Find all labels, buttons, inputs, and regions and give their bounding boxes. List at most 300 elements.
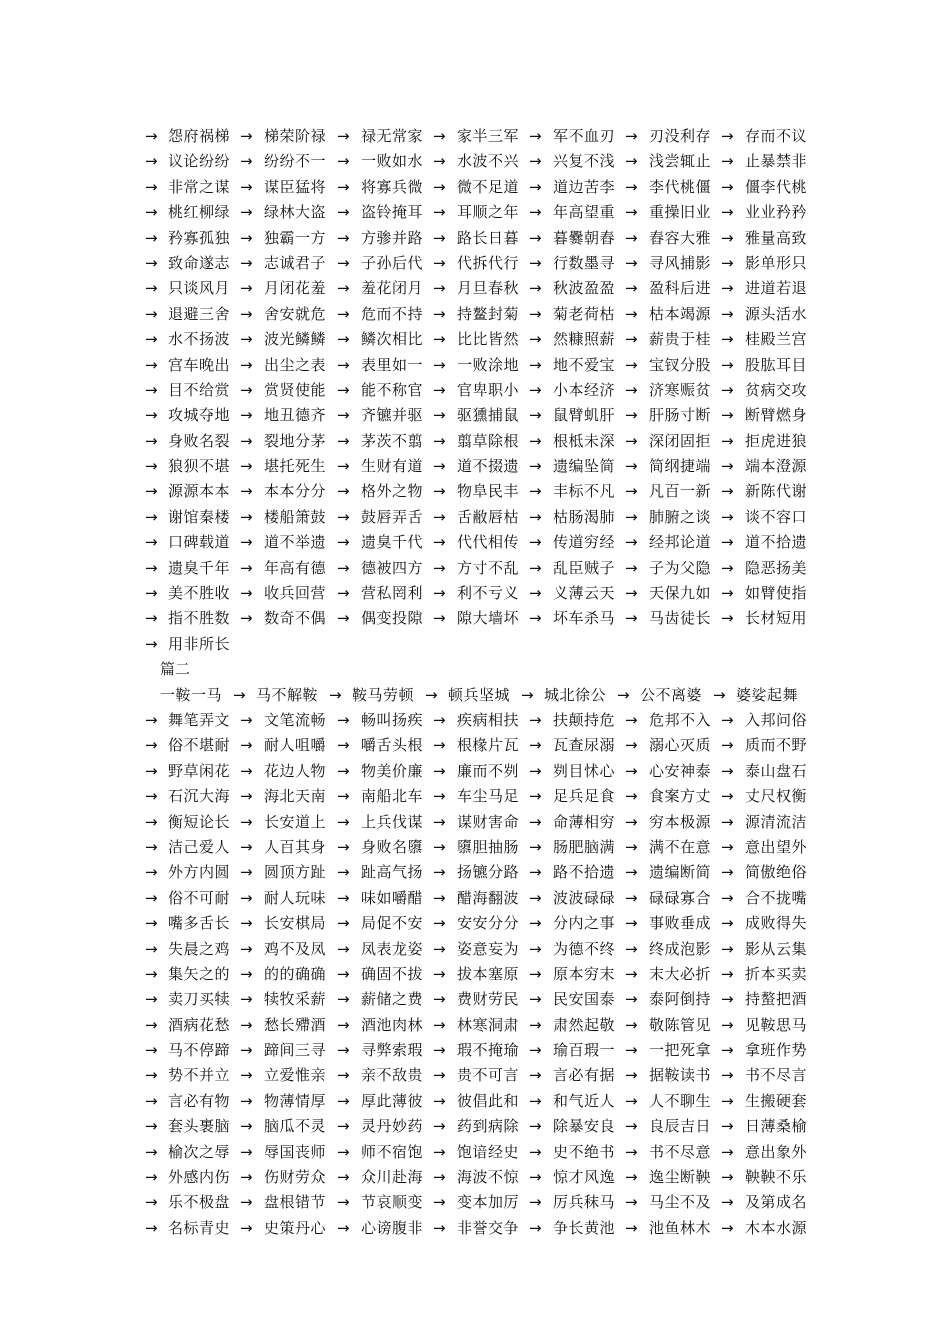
chain-line: [0, 1140, 950, 1165]
arrow-icon: →: [337, 939, 350, 958]
idiom: 林寒洞肃: [457, 1015, 520, 1034]
idiom: 重操旧业: [649, 203, 712, 222]
idiom: 据鞍读书: [649, 1066, 712, 1085]
arrow-icon: →: [337, 203, 350, 222]
arrow-icon: →: [625, 152, 638, 171]
arrow-icon: →: [625, 990, 638, 1009]
idiom: 经邦论道: [649, 533, 712, 552]
arrow-icon: →: [145, 533, 158, 552]
chain-line: [0, 1013, 950, 1038]
idiom: 为德不终: [553, 939, 616, 958]
idiom: 将寡兵微: [361, 177, 424, 196]
arrow-icon: →: [529, 787, 542, 806]
idiom: 言必有物: [168, 1091, 231, 1110]
arrow-icon: →: [529, 304, 542, 323]
idiom: 济寒赈贫: [649, 380, 712, 399]
idiom: 绿林大盗: [264, 203, 327, 222]
arrow-icon: →: [433, 736, 446, 755]
arrow-icon: →: [529, 863, 542, 882]
idiom: 见鞍思马: [745, 1015, 808, 1034]
idiom: 身败名裂: [168, 431, 231, 450]
chain-line: [0, 581, 950, 606]
arrow-icon: →: [625, 380, 638, 399]
arrow-icon: →: [433, 609, 446, 628]
arrow-icon: →: [529, 152, 542, 171]
idiom: 非常之谋: [168, 177, 231, 196]
idiom: 上兵伐谋: [361, 812, 424, 831]
arrow-icon: →: [337, 964, 350, 983]
idiom: 桃红柳绿: [168, 203, 231, 222]
arrow-icon: →: [145, 863, 158, 882]
idiom: 及第成名: [745, 1193, 808, 1212]
idiom: 终成泡影: [649, 939, 712, 958]
arrow-icon: →: [145, 837, 158, 856]
idiom: 惊才风逸: [553, 1168, 616, 1187]
idiom: 命薄相穷: [553, 812, 616, 831]
arrow-icon: →: [721, 609, 734, 628]
idiom: 用非所长: [168, 634, 231, 653]
idiom: 茅茨不翦: [361, 431, 424, 450]
arrow-icon: →: [240, 584, 253, 603]
arrow-icon: →: [240, 1142, 253, 1161]
idiom: 肝肠寸断: [649, 406, 712, 425]
idiom: 危邦不入: [649, 710, 712, 729]
arrow-icon: →: [625, 1117, 638, 1136]
arrow-icon: →: [625, 1015, 638, 1034]
arrow-icon: →: [625, 939, 638, 958]
chain-line: [0, 1063, 950, 1088]
idiom: 源头活水: [745, 304, 808, 323]
arrow-icon: →: [625, 761, 638, 780]
arrow-icon: →: [433, 253, 446, 272]
idiom: 菊老荷枯: [553, 304, 616, 323]
idiom: 合不拢嘴: [745, 888, 808, 907]
idiom: 盈科后进: [649, 279, 712, 298]
idiom: 丈尺权衡: [745, 787, 808, 806]
arrow-icon: →: [529, 609, 542, 628]
idiom: 长材短用: [745, 609, 808, 628]
arrow-icon: →: [433, 1117, 446, 1136]
idiom: 势不并立: [168, 1066, 231, 1085]
idiom: 遗臭千代: [361, 533, 424, 552]
arrow-icon: →: [713, 685, 726, 704]
idiom: 蹄间三寻: [264, 1041, 327, 1060]
arrow-icon: →: [433, 482, 446, 501]
arrow-icon: →: [433, 1168, 446, 1187]
arrow-icon: →: [529, 736, 542, 755]
idiom: 一鞍一马: [160, 685, 223, 704]
arrow-icon: →: [433, 837, 446, 856]
arrow-icon: →: [529, 558, 542, 577]
idiom: 饱谙经史: [457, 1142, 520, 1161]
idiom: 扶颠持危: [553, 710, 616, 729]
idiom: 数奇不偶: [264, 609, 327, 628]
idiom: 舍安就危: [264, 304, 327, 323]
arrow-icon: →: [433, 812, 446, 831]
arrow-icon: →: [625, 584, 638, 603]
idiom: 事败垂成: [649, 914, 712, 933]
arrow-icon: →: [240, 152, 253, 171]
arrow-icon: →: [337, 787, 350, 806]
chain-line: [0, 200, 950, 225]
arrow-icon: →: [433, 203, 446, 222]
idiom: 穷本极源: [649, 812, 712, 831]
arrow-icon: →: [721, 355, 734, 374]
arrow-icon: →: [145, 812, 158, 831]
idiom: 公不离婆: [640, 685, 703, 704]
idiom: 物阜民丰: [457, 482, 520, 501]
idiom: 节哀顺变: [361, 1193, 424, 1212]
idiom: 身败名隳: [361, 837, 424, 856]
idiom: 鼠臂虮肝: [553, 406, 616, 425]
arrow-icon: →: [433, 177, 446, 196]
idiom: 肠肥脑满: [553, 837, 616, 856]
arrow-icon: →: [337, 761, 350, 780]
arrow-icon: →: [721, 1091, 734, 1110]
arrow-icon: →: [433, 507, 446, 526]
idiom: 道不举遗: [264, 533, 327, 552]
idiom: 非誉交争: [457, 1218, 520, 1237]
arrow-icon: →: [145, 431, 158, 450]
arrow-icon: →: [337, 457, 350, 476]
arrow-icon: →: [625, 330, 638, 349]
idiom: 厚此薄彼: [361, 1091, 424, 1110]
arrow-icon: →: [337, 837, 350, 856]
chain-line: [0, 1089, 950, 1114]
idiom: 和气近人: [553, 1091, 616, 1110]
arrow-icon: →: [240, 253, 253, 272]
idiom: 路不拾遗: [553, 863, 616, 882]
idiom: 纷纷不一: [264, 152, 327, 171]
arrow-icon: →: [145, 1193, 158, 1212]
arrow-icon: →: [625, 787, 638, 806]
idiom: 俗不可耐: [168, 888, 231, 907]
chain-line: [0, 353, 950, 378]
arrow-icon: →: [433, 152, 446, 171]
chain-line: [0, 556, 950, 581]
idiom: 谋财害命: [457, 812, 520, 831]
idiom: 洁己爱人: [168, 837, 231, 856]
idiom: 代拆代行: [457, 253, 520, 272]
idiom: 意出望外: [745, 837, 808, 856]
arrow-icon: →: [529, 228, 542, 247]
idiom: 姿意妄为: [457, 939, 520, 958]
arrow-icon: →: [145, 609, 158, 628]
idiom: 足兵足食: [553, 787, 616, 806]
chain-line: [0, 911, 950, 936]
idiom: 一败涂地: [457, 355, 520, 374]
arrow-icon: →: [433, 380, 446, 399]
arrow-icon: →: [521, 685, 534, 704]
document-body: [0, 124, 950, 1241]
idiom: 安安分分: [457, 914, 520, 933]
arrow-icon: →: [625, 1041, 638, 1060]
arrow-icon: →: [145, 152, 158, 171]
arrow-icon: →: [625, 863, 638, 882]
arrow-icon: →: [240, 228, 253, 247]
idiom: 影从云集: [745, 939, 808, 958]
chain-line: [0, 708, 950, 733]
idiom: 畅叫扬疾: [361, 710, 424, 729]
arrow-icon: →: [617, 685, 630, 704]
idiom: 本本分分: [264, 482, 327, 501]
arrow-icon: →: [721, 304, 734, 323]
arrow-icon: →: [721, 888, 734, 907]
idiom: 薪贵于桂: [649, 330, 712, 349]
idiom: 代代相传: [457, 533, 520, 552]
arrow-icon: →: [145, 1168, 158, 1187]
arrow-icon: →: [240, 1066, 253, 1085]
idiom: 寻弊索瑕: [361, 1041, 424, 1060]
arrow-icon: →: [721, 1117, 734, 1136]
arrow-icon: →: [529, 380, 542, 399]
idiom: 耐人玩味: [264, 888, 327, 907]
idiom: 道边苦李: [553, 177, 616, 196]
arrow-icon: →: [433, 228, 446, 247]
arrow-icon: →: [721, 431, 734, 450]
arrow-icon: →: [337, 1193, 350, 1212]
arrow-icon: →: [625, 431, 638, 450]
arrow-icon: →: [721, 1015, 734, 1034]
arrow-icon: →: [529, 355, 542, 374]
idiom: 楼船箫鼓: [264, 507, 327, 526]
chain-line: [0, 530, 950, 555]
chain-line: [0, 987, 950, 1012]
arrow-icon: →: [145, 1015, 158, 1034]
arrow-icon: →: [625, 127, 638, 145]
arrow-icon: →: [240, 355, 253, 374]
idiom: 丰标不凡: [553, 482, 616, 501]
arrow-icon: →: [625, 812, 638, 831]
arrow-icon: →: [329, 685, 342, 704]
idiom: 灵丹妙药: [361, 1117, 424, 1136]
idiom: 厉兵秣马: [553, 1193, 616, 1212]
arrow-icon: →: [721, 584, 734, 603]
idiom: 套头裹脑: [168, 1117, 231, 1136]
arrow-icon: →: [433, 939, 446, 958]
arrow-icon: →: [529, 127, 542, 145]
idiom: 存而不议: [745, 127, 808, 145]
arrow-icon: →: [625, 355, 638, 374]
idiom: 遗编坠简: [553, 457, 616, 476]
idiom: 文笔流畅: [264, 710, 327, 729]
idiom: 南船北车: [361, 787, 424, 806]
arrow-icon: →: [433, 457, 446, 476]
idiom: 书不尽言: [745, 1066, 808, 1085]
arrow-icon: →: [433, 1142, 446, 1161]
idiom: 比比皆然: [457, 330, 520, 349]
idiom: 的的确确: [264, 964, 327, 983]
idiom: 车尘马足: [457, 787, 520, 806]
chain-line: [0, 1216, 950, 1241]
idiom: 堪托死生: [264, 457, 327, 476]
idiom: 只谈风月: [168, 279, 231, 298]
arrow-icon: →: [337, 406, 350, 425]
chain-line: [0, 733, 950, 758]
arrow-icon: →: [721, 863, 734, 882]
idiom: 鞅鞅不乐: [745, 1168, 808, 1187]
idiom: 鸡不及凤: [264, 939, 327, 958]
idiom: 方寸不乱: [457, 558, 520, 577]
arrow-icon: →: [721, 253, 734, 272]
arrow-icon: →: [337, 1218, 350, 1237]
arrow-icon: →: [721, 380, 734, 399]
idiom: 梯荣阶禄: [264, 127, 327, 145]
chain-line: [0, 429, 950, 454]
arrow-icon: →: [529, 964, 542, 983]
arrow-icon: →: [240, 888, 253, 907]
idiom: 持螯把酒: [745, 990, 808, 1009]
idiom: 军不血刃: [553, 127, 616, 145]
arrow-icon: →: [529, 710, 542, 729]
idiom: 碌碌寡合: [649, 888, 712, 907]
arrow-icon: →: [721, 228, 734, 247]
idiom: 亲不敌贵: [361, 1066, 424, 1085]
idiom: 月旦春秋: [457, 279, 520, 298]
arrow-icon: →: [337, 1041, 350, 1060]
idiom: 议论纷纷: [168, 152, 231, 171]
arrow-icon: →: [145, 761, 158, 780]
arrow-icon: →: [721, 533, 734, 552]
idiom: 生搬硬套: [745, 1091, 808, 1110]
idiom: 长安道上: [264, 812, 327, 831]
idiom: 羞花闭月: [361, 279, 424, 298]
arrow-icon: →: [145, 177, 158, 196]
arrow-icon: →: [145, 457, 158, 476]
arrow-icon: →: [337, 507, 350, 526]
idiom: 确固不拔: [361, 964, 424, 983]
arrow-icon: →: [625, 406, 638, 425]
arrow-icon: →: [240, 431, 253, 450]
arrow-icon: →: [240, 1193, 253, 1212]
idiom: 路长日暮: [457, 228, 520, 247]
idiom: 地不爱宝: [553, 355, 616, 374]
chain-line: [0, 505, 950, 530]
arrow-icon: →: [240, 1117, 253, 1136]
chain-line: [0, 1038, 950, 1063]
arrow-icon: →: [433, 1091, 446, 1110]
idiom: 立爱惟亲: [264, 1066, 327, 1085]
idiom: 药到病除: [457, 1117, 520, 1136]
section-heading-row: [0, 657, 950, 682]
arrow-icon: →: [529, 761, 542, 780]
chain-line: [0, 378, 950, 403]
arrow-icon: →: [337, 533, 350, 552]
arrow-icon: →: [529, 253, 542, 272]
idiom: 舞笔弄文: [168, 710, 231, 729]
arrow-icon: →: [433, 1041, 446, 1060]
idiom: 表里如一: [361, 355, 424, 374]
idiom: 断臂燃身: [745, 406, 808, 425]
chain-line: [0, 149, 950, 174]
arrow-icon: →: [721, 177, 734, 196]
arrow-icon: →: [240, 1041, 253, 1060]
arrow-icon: →: [337, 431, 350, 450]
arrow-icon: →: [240, 507, 253, 526]
arrow-icon: →: [721, 1041, 734, 1060]
arrow-icon: →: [240, 609, 253, 628]
arrow-icon: →: [721, 837, 734, 856]
idiom: 宝钗分股: [649, 355, 712, 374]
idiom: 舌敝唇枯: [457, 507, 520, 526]
idiom: 城北徐公: [544, 685, 607, 704]
idiom: 木本水源: [745, 1218, 808, 1237]
arrow-icon: →: [625, 253, 638, 272]
idiom: 物薄情厚: [264, 1091, 327, 1110]
idiom: 口碑载道: [168, 533, 231, 552]
idiom: 道不掇遗: [457, 457, 520, 476]
idiom: 深闭固拒: [649, 431, 712, 450]
idiom: 耐人咀嚼: [264, 736, 327, 755]
arrow-icon: →: [625, 736, 638, 755]
idiom: 池鱼林木: [649, 1218, 712, 1237]
arrow-icon: →: [529, 203, 542, 222]
arrow-icon: →: [433, 355, 446, 374]
arrow-icon: →: [721, 990, 734, 1009]
arrow-icon: →: [145, 888, 158, 907]
arrow-icon: →: [145, 914, 158, 933]
idiom: 海波不惊: [457, 1168, 520, 1187]
arrow-icon: →: [721, 457, 734, 476]
arrow-icon: →: [240, 457, 253, 476]
arrow-icon: →: [145, 279, 158, 298]
idiom: 趾高气扬: [361, 863, 424, 882]
arrow-icon: →: [337, 253, 350, 272]
idiom: 道不拾遗: [745, 533, 808, 552]
arrow-icon: →: [625, 558, 638, 577]
arrow-icon: →: [337, 710, 350, 729]
idiom: 良辰吉日: [649, 1117, 712, 1136]
chain-line: [0, 759, 950, 784]
idiom: 逸尘断鞅: [649, 1168, 712, 1187]
idiom: 偶变投隙: [361, 609, 424, 628]
arrow-icon: →: [529, 584, 542, 603]
idiom: 微不足道: [457, 177, 520, 196]
idiom: 行数墨寻: [553, 253, 616, 272]
idiom: 出尘之表: [264, 355, 327, 374]
arrow-icon: →: [721, 127, 734, 145]
arrow-icon: →: [337, 1066, 350, 1085]
arrow-icon: →: [240, 964, 253, 983]
arrow-icon: →: [433, 533, 446, 552]
idiom: 美不胜收: [168, 584, 231, 603]
idiom: 新陈代谢: [745, 482, 808, 501]
arrow-icon: →: [433, 1218, 446, 1237]
arrow-icon: →: [145, 736, 158, 755]
idiom: 酒池肉林: [361, 1015, 424, 1034]
chain-line: [0, 124, 950, 149]
arrow-icon: →: [721, 914, 734, 933]
idiom: 禄无常家: [361, 127, 424, 145]
idiom: 隐恶扬美: [745, 558, 808, 577]
arrow-icon: →: [721, 1142, 734, 1161]
arrow-icon: →: [240, 330, 253, 349]
arrow-icon: →: [433, 584, 446, 603]
arrow-icon: →: [233, 685, 246, 704]
arrow-icon: →: [337, 177, 350, 196]
idiom: 传道穷经: [553, 533, 616, 552]
idiom: 年高有德: [264, 558, 327, 577]
arrow-icon: →: [337, 812, 350, 831]
arrow-icon: →: [529, 888, 542, 907]
chain-line: [0, 1114, 950, 1139]
idiom: 顿兵坚城: [448, 685, 511, 704]
arrow-icon: →: [625, 482, 638, 501]
idiom: 狼狈不堪: [168, 457, 231, 476]
arrow-icon: →: [529, 812, 542, 831]
arrow-icon: →: [240, 1091, 253, 1110]
arrow-icon: →: [625, 533, 638, 552]
